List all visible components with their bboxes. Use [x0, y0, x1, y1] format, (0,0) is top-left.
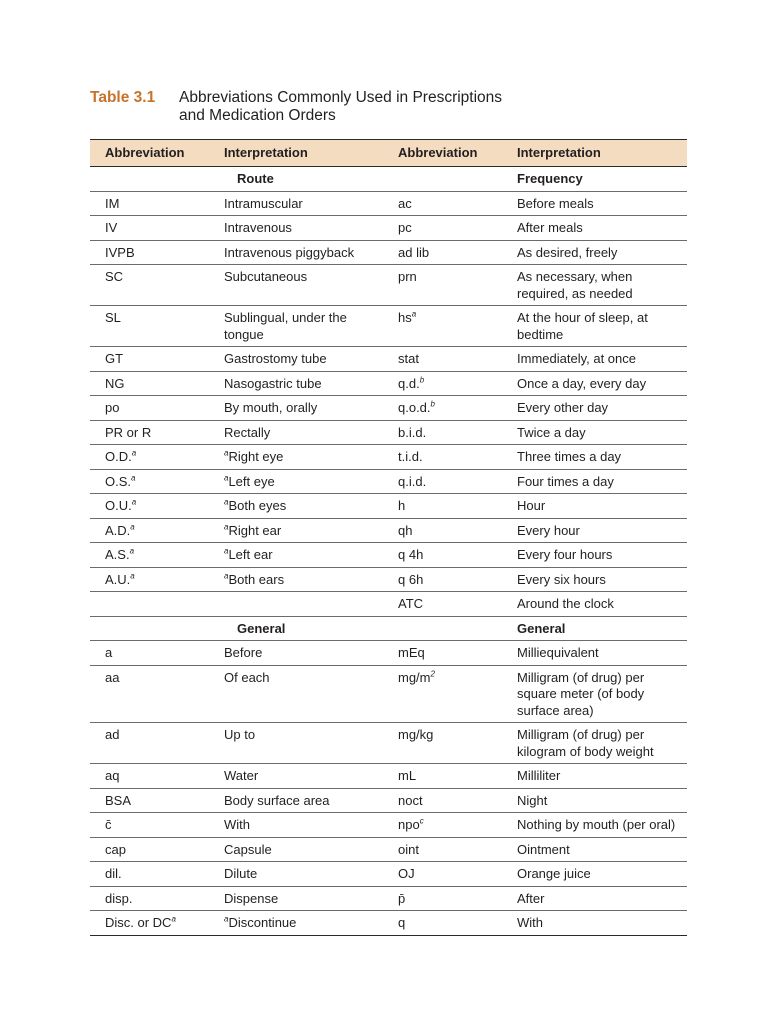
cell-text: O.U. — [105, 498, 132, 513]
section-header-row — [90, 167, 687, 192]
abbreviation-cell — [383, 723, 500, 764]
cell-text: General — [237, 620, 286, 636]
abbreviation-cell — [383, 347, 500, 372]
cell-text: Before — [224, 645, 263, 660]
section-header-row — [90, 616, 687, 641]
cell-text: Left ear — [228, 547, 273, 562]
header-row — [90, 140, 687, 167]
cell-text: Milligram (of drug) per kilogram of body weight — [517, 727, 654, 759]
table-row — [90, 764, 687, 789]
table-row — [90, 494, 687, 519]
header-interpretation-2: Interpretation — [500, 140, 687, 167]
abbreviation-cell — [90, 641, 207, 666]
interpretation-cell — [207, 543, 383, 568]
cell-text: Left eye — [228, 473, 275, 489]
interpretation-cell — [207, 886, 383, 911]
cell-text: Every six hours — [517, 571, 606, 587]
abbreviation-cell — [383, 306, 500, 347]
table-row — [90, 788, 687, 813]
interpretation-cell — [207, 723, 383, 764]
cell-text: Dispense — [224, 890, 279, 906]
cell-text: mEq — [398, 645, 425, 660]
section-label — [90, 616, 207, 641]
cell-text: A.U. — [105, 571, 131, 587]
interpretation-cell — [500, 216, 687, 241]
interpretation-cell — [207, 518, 383, 543]
cell-text: After meals — [517, 220, 583, 235]
footnote-marker: a — [224, 571, 229, 581]
section-label — [207, 167, 383, 192]
interpretation-cell — [500, 567, 687, 592]
abbreviation-cell — [90, 723, 207, 764]
abbreviation-cell — [90, 216, 207, 241]
cell-text: qh — [398, 522, 413, 538]
cell-text: Four times a day — [517, 473, 614, 489]
footnote-marker: a — [411, 309, 417, 319]
cell-text: Around the clock — [517, 596, 614, 611]
abbreviation-cell — [90, 665, 207, 723]
interpretation-cell — [207, 911, 383, 936]
abbreviation-cell — [90, 518, 207, 543]
cell-text: Route — [237, 171, 274, 186]
abbreviation-cell — [383, 837, 500, 862]
abbreviation-cell — [90, 396, 207, 421]
abbreviation-cell — [90, 371, 207, 396]
cell-text: Frequency — [517, 171, 583, 186]
section-label — [90, 167, 207, 192]
cell-text: Milliequivalent — [517, 645, 599, 660]
table-row — [90, 396, 687, 421]
interpretation-cell — [207, 347, 383, 372]
interpretation-cell — [207, 420, 383, 445]
interpretation-cell — [207, 592, 383, 617]
interpretation-cell — [207, 445, 383, 470]
cell-text: mL — [398, 768, 417, 783]
cell-text: aa — [105, 669, 120, 685]
interpretation-cell — [500, 764, 687, 789]
cell-text: pc — [398, 220, 412, 235]
cell-text: Dilute — [224, 866, 258, 881]
cell-text: Water — [224, 768, 259, 783]
cell-text: q.d. — [398, 375, 420, 391]
cell-text: A.S. — [105, 547, 130, 562]
cell-text: Three times a day — [517, 449, 622, 464]
footnote-marker: a — [224, 914, 229, 924]
table-row — [90, 837, 687, 862]
cell-text: At the hour of sleep, at bedtime — [517, 310, 648, 342]
table-row — [90, 445, 687, 470]
abbreviation-cell — [383, 592, 500, 617]
cell-text: SC — [105, 269, 124, 284]
cell-text: p̄ — [398, 890, 406, 906]
cell-text: Every four hours — [517, 547, 613, 562]
cell-text: By mouth, orally — [224, 400, 318, 415]
cell-text: Ointment — [517, 841, 570, 857]
interpretation-cell — [500, 862, 687, 887]
cell-text: Nothing by mouth (per oral) — [517, 817, 676, 832]
abbreviation-cell — [383, 764, 500, 789]
abbreviation-cell — [383, 862, 500, 887]
interpretation-cell — [500, 886, 687, 911]
cell-text: dil. — [105, 866, 122, 881]
interpretation-cell — [500, 191, 687, 216]
abbreviation-cell — [90, 592, 207, 617]
table-row — [90, 469, 687, 494]
abbreviations-table — [90, 139, 687, 936]
cell-text: stat — [398, 351, 419, 366]
cell-text: Discontinue — [228, 915, 297, 930]
abbreviation-cell — [90, 494, 207, 519]
table-body — [90, 167, 687, 936]
abbreviation-cell — [90, 469, 207, 494]
cell-text: Intravenous — [224, 220, 292, 235]
table-row — [90, 306, 687, 347]
interpretation-cell — [500, 837, 687, 862]
footnote-marker: a — [130, 571, 135, 581]
interpretation-cell — [500, 665, 687, 723]
table-header — [90, 140, 687, 167]
abbreviation-cell — [383, 191, 500, 216]
interpretation-cell — [207, 240, 383, 265]
abbreviation-cell — [383, 567, 500, 592]
cell-text: Sublingual, under the tongue — [224, 310, 347, 342]
cell-text: Right ear — [228, 522, 282, 538]
footnote-marker: b — [430, 399, 435, 409]
cell-text: Every hour — [517, 522, 580, 538]
abbreviation-cell — [383, 240, 500, 265]
abbreviation-cell — [90, 543, 207, 568]
cell-text: a — [105, 645, 113, 660]
table-row — [90, 886, 687, 911]
interpretation-cell — [207, 494, 383, 519]
interpretation-cell — [207, 191, 383, 216]
cell-text: NG — [105, 375, 125, 391]
abbreviation-cell — [90, 862, 207, 887]
cell-text: Immediately, at once — [517, 351, 636, 366]
cell-text: Subcutaneous — [224, 269, 308, 284]
abbreviation-cell — [383, 371, 500, 396]
table-label: Table 3.1 — [90, 89, 156, 106]
footnote-marker: a — [224, 497, 229, 507]
interpretation-cell — [500, 641, 687, 666]
table-row — [90, 347, 687, 372]
abbreviation-cell — [90, 420, 207, 445]
cell-text: Rectally — [224, 424, 271, 440]
header-abbreviation-1: Abbreviation — [90, 140, 207, 167]
abbreviation-cell — [90, 306, 207, 347]
cell-text: Both eyes — [228, 498, 287, 513]
cell-text: Disc. or DC — [105, 915, 172, 930]
interpretation-cell — [500, 445, 687, 470]
table-row — [90, 592, 687, 617]
cell-text: Milliliter — [517, 768, 561, 783]
cell-text: After — [517, 890, 545, 906]
interpretation-cell — [500, 371, 687, 396]
cell-text: t.i.d. — [398, 449, 423, 464]
table-row — [90, 191, 687, 216]
cell-text: disp. — [105, 890, 133, 906]
cell-text: Hour — [517, 498, 546, 513]
abbreviation-cell — [383, 216, 500, 241]
cell-text: As necessary, when required, as needed — [517, 269, 633, 301]
abbreviation-cell — [383, 445, 500, 470]
abbreviation-cell — [383, 265, 500, 306]
abbreviation-cell — [383, 813, 500, 838]
cell-text: Intravenous piggyback — [224, 244, 355, 260]
table-row — [90, 911, 687, 936]
footnote-marker: a — [130, 522, 135, 532]
table-row — [90, 216, 687, 241]
abbreviation-cell — [383, 420, 500, 445]
cell-text: SL — [105, 310, 121, 325]
interpretation-cell — [500, 347, 687, 372]
cell-text: ad — [105, 727, 120, 742]
cell-text: cap — [105, 841, 126, 857]
section-label — [383, 616, 500, 641]
cell-text: IM — [105, 195, 120, 211]
table-row — [90, 371, 687, 396]
table-row — [90, 518, 687, 543]
table-caption — [90, 89, 502, 125]
table-row — [90, 543, 687, 568]
interpretation-cell — [500, 543, 687, 568]
cell-text: q 4h — [398, 547, 424, 562]
cell-text: Capsule — [224, 841, 272, 857]
abbreviation-cell — [383, 518, 500, 543]
cell-text: Nasogastric tube — [224, 375, 322, 391]
interpretation-cell — [207, 396, 383, 421]
cell-text: GT — [105, 351, 124, 366]
table-row — [90, 813, 687, 838]
cell-text: q — [398, 915, 406, 930]
interpretation-cell — [207, 469, 383, 494]
cell-text: Night — [517, 792, 548, 808]
cell-text: q.i.d. — [398, 473, 427, 489]
cell-text: Once a day, every day — [517, 375, 647, 391]
cell-text: ATC — [398, 596, 424, 611]
interpretation-cell — [207, 813, 383, 838]
cell-text: Before meals — [517, 195, 594, 211]
abbreviation-cell — [383, 469, 500, 494]
abbreviation-cell — [383, 886, 500, 911]
table-row — [90, 240, 687, 265]
cell-text: A.D. — [105, 522, 131, 538]
abbreviation-cell — [383, 641, 500, 666]
cell-text: mg/m — [398, 669, 431, 685]
abbreviation-cell — [90, 837, 207, 862]
abbreviation-cell — [90, 265, 207, 306]
abbreviation-cell — [90, 191, 207, 216]
section-label — [383, 167, 500, 192]
footnote-marker: a — [131, 497, 137, 507]
cell-text: ad lib — [398, 244, 430, 260]
cell-text: h — [398, 498, 406, 513]
interpretation-cell — [207, 837, 383, 862]
table-row — [90, 665, 687, 723]
footnote-marker: a — [224, 473, 229, 483]
cell-text: BSA — [105, 792, 132, 808]
interpretation-cell — [207, 371, 383, 396]
header-interpretation-1: Interpretation — [207, 140, 383, 167]
footnote-marker: 2 — [430, 669, 435, 679]
abbreviation-cell — [90, 788, 207, 813]
table-row — [90, 265, 687, 306]
table-row — [90, 641, 687, 666]
cell-text: O.D. — [105, 449, 132, 464]
interpretation-cell — [500, 240, 687, 265]
cell-text: prn — [398, 269, 417, 284]
interpretation-cell — [207, 764, 383, 789]
cell-text: Both ears — [228, 571, 285, 587]
interpretation-cell — [500, 911, 687, 936]
footnote-marker: a — [224, 546, 229, 556]
footnote-marker: a — [131, 448, 137, 458]
footnote-marker: a — [129, 546, 135, 556]
table-title-line-1: Abbreviations Commonly Used in Prescriptions — [179, 89, 503, 106]
interpretation-cell — [500, 518, 687, 543]
table-row — [90, 420, 687, 445]
abbreviation-cell — [90, 445, 207, 470]
cell-text: As desired, freely — [517, 244, 618, 260]
interpretation-cell — [500, 494, 687, 519]
cell-text: c̄ — [105, 817, 112, 832]
cell-text: po — [105, 400, 120, 415]
cell-text: npo — [398, 817, 420, 832]
section-label — [207, 616, 383, 641]
footnote-marker: a — [224, 448, 229, 458]
footnote-marker: a — [224, 522, 229, 532]
interpretation-cell — [207, 265, 383, 306]
cell-text: Up to — [224, 727, 256, 742]
interpretation-cell — [500, 813, 687, 838]
table-title-line-2: and Medication Orders — [179, 107, 336, 124]
abbreviation-cell — [383, 665, 500, 723]
header-abbreviation-2: Abbreviation — [383, 140, 500, 167]
footnote-marker: c — [419, 816, 424, 826]
cell-text: oint — [398, 841, 419, 857]
interpretation-cell — [207, 788, 383, 813]
cell-text: Intramuscular — [224, 195, 303, 211]
abbreviation-cell — [383, 788, 500, 813]
interpretation-cell — [207, 306, 383, 347]
interpretation-cell — [500, 420, 687, 445]
interpretation-cell — [500, 396, 687, 421]
cell-text: q.o.d. — [398, 400, 431, 415]
interpretation-cell — [500, 306, 687, 347]
cell-text: Every other day — [517, 400, 609, 415]
cell-text: Gastrostomy tube — [224, 351, 327, 366]
cell-text: aq — [105, 768, 120, 783]
abbreviation-cell — [90, 347, 207, 372]
abbreviation-cell — [90, 764, 207, 789]
cell-text: O.S. — [105, 473, 132, 489]
interpretation-cell — [207, 665, 383, 723]
abbreviation-cell — [90, 240, 207, 265]
footnote-marker: a — [131, 473, 136, 483]
cell-text: noct — [398, 792, 423, 808]
footnote-marker: a — [171, 914, 176, 924]
table-row — [90, 567, 687, 592]
cell-text: IV — [105, 220, 118, 235]
interpretation-cell — [500, 469, 687, 494]
interpretation-cell — [207, 641, 383, 666]
interpretation-cell — [500, 723, 687, 764]
abbreviation-cell — [90, 886, 207, 911]
cell-text: q 6h — [398, 571, 424, 587]
abbreviation-cell — [90, 911, 207, 936]
cell-text: Body surface area — [224, 792, 330, 808]
cell-text: Twice a day — [517, 424, 586, 440]
section-label — [500, 616, 687, 641]
cell-text: hs — [398, 310, 412, 325]
interpretation-cell — [500, 265, 687, 306]
cell-text: With — [224, 817, 250, 832]
interpretation-cell — [207, 567, 383, 592]
footnote-marker: b — [419, 375, 425, 385]
interpretation-cell — [500, 788, 687, 813]
cell-text: Orange juice — [517, 866, 591, 881]
table-row — [90, 723, 687, 764]
cell-text: OJ — [398, 866, 415, 881]
section-label — [500, 167, 687, 192]
cell-text: IVPB — [105, 244, 135, 260]
cell-text: PR or R — [105, 424, 152, 440]
cell-text: b.i.d. — [398, 424, 427, 440]
cell-text: Right eye — [228, 449, 284, 464]
abbreviation-cell — [90, 567, 207, 592]
cell-text: With — [517, 915, 543, 930]
cell-text: General — [517, 620, 566, 636]
interpretation-cell — [207, 216, 383, 241]
table-row — [90, 862, 687, 887]
abbreviation-cell — [383, 494, 500, 519]
cell-text: Of each — [224, 669, 270, 685]
abbreviation-cell — [383, 911, 500, 936]
cell-text: Milligram (of drug) per square meter (of body surface area) — [517, 669, 645, 718]
abbreviation-cell — [90, 813, 207, 838]
cell-text: ac — [398, 195, 412, 211]
interpretation-cell — [207, 862, 383, 887]
cell-text: mg/kg — [398, 727, 434, 742]
interpretation-cell — [500, 592, 687, 617]
abbreviation-cell — [383, 396, 500, 421]
abbreviation-cell — [383, 543, 500, 568]
